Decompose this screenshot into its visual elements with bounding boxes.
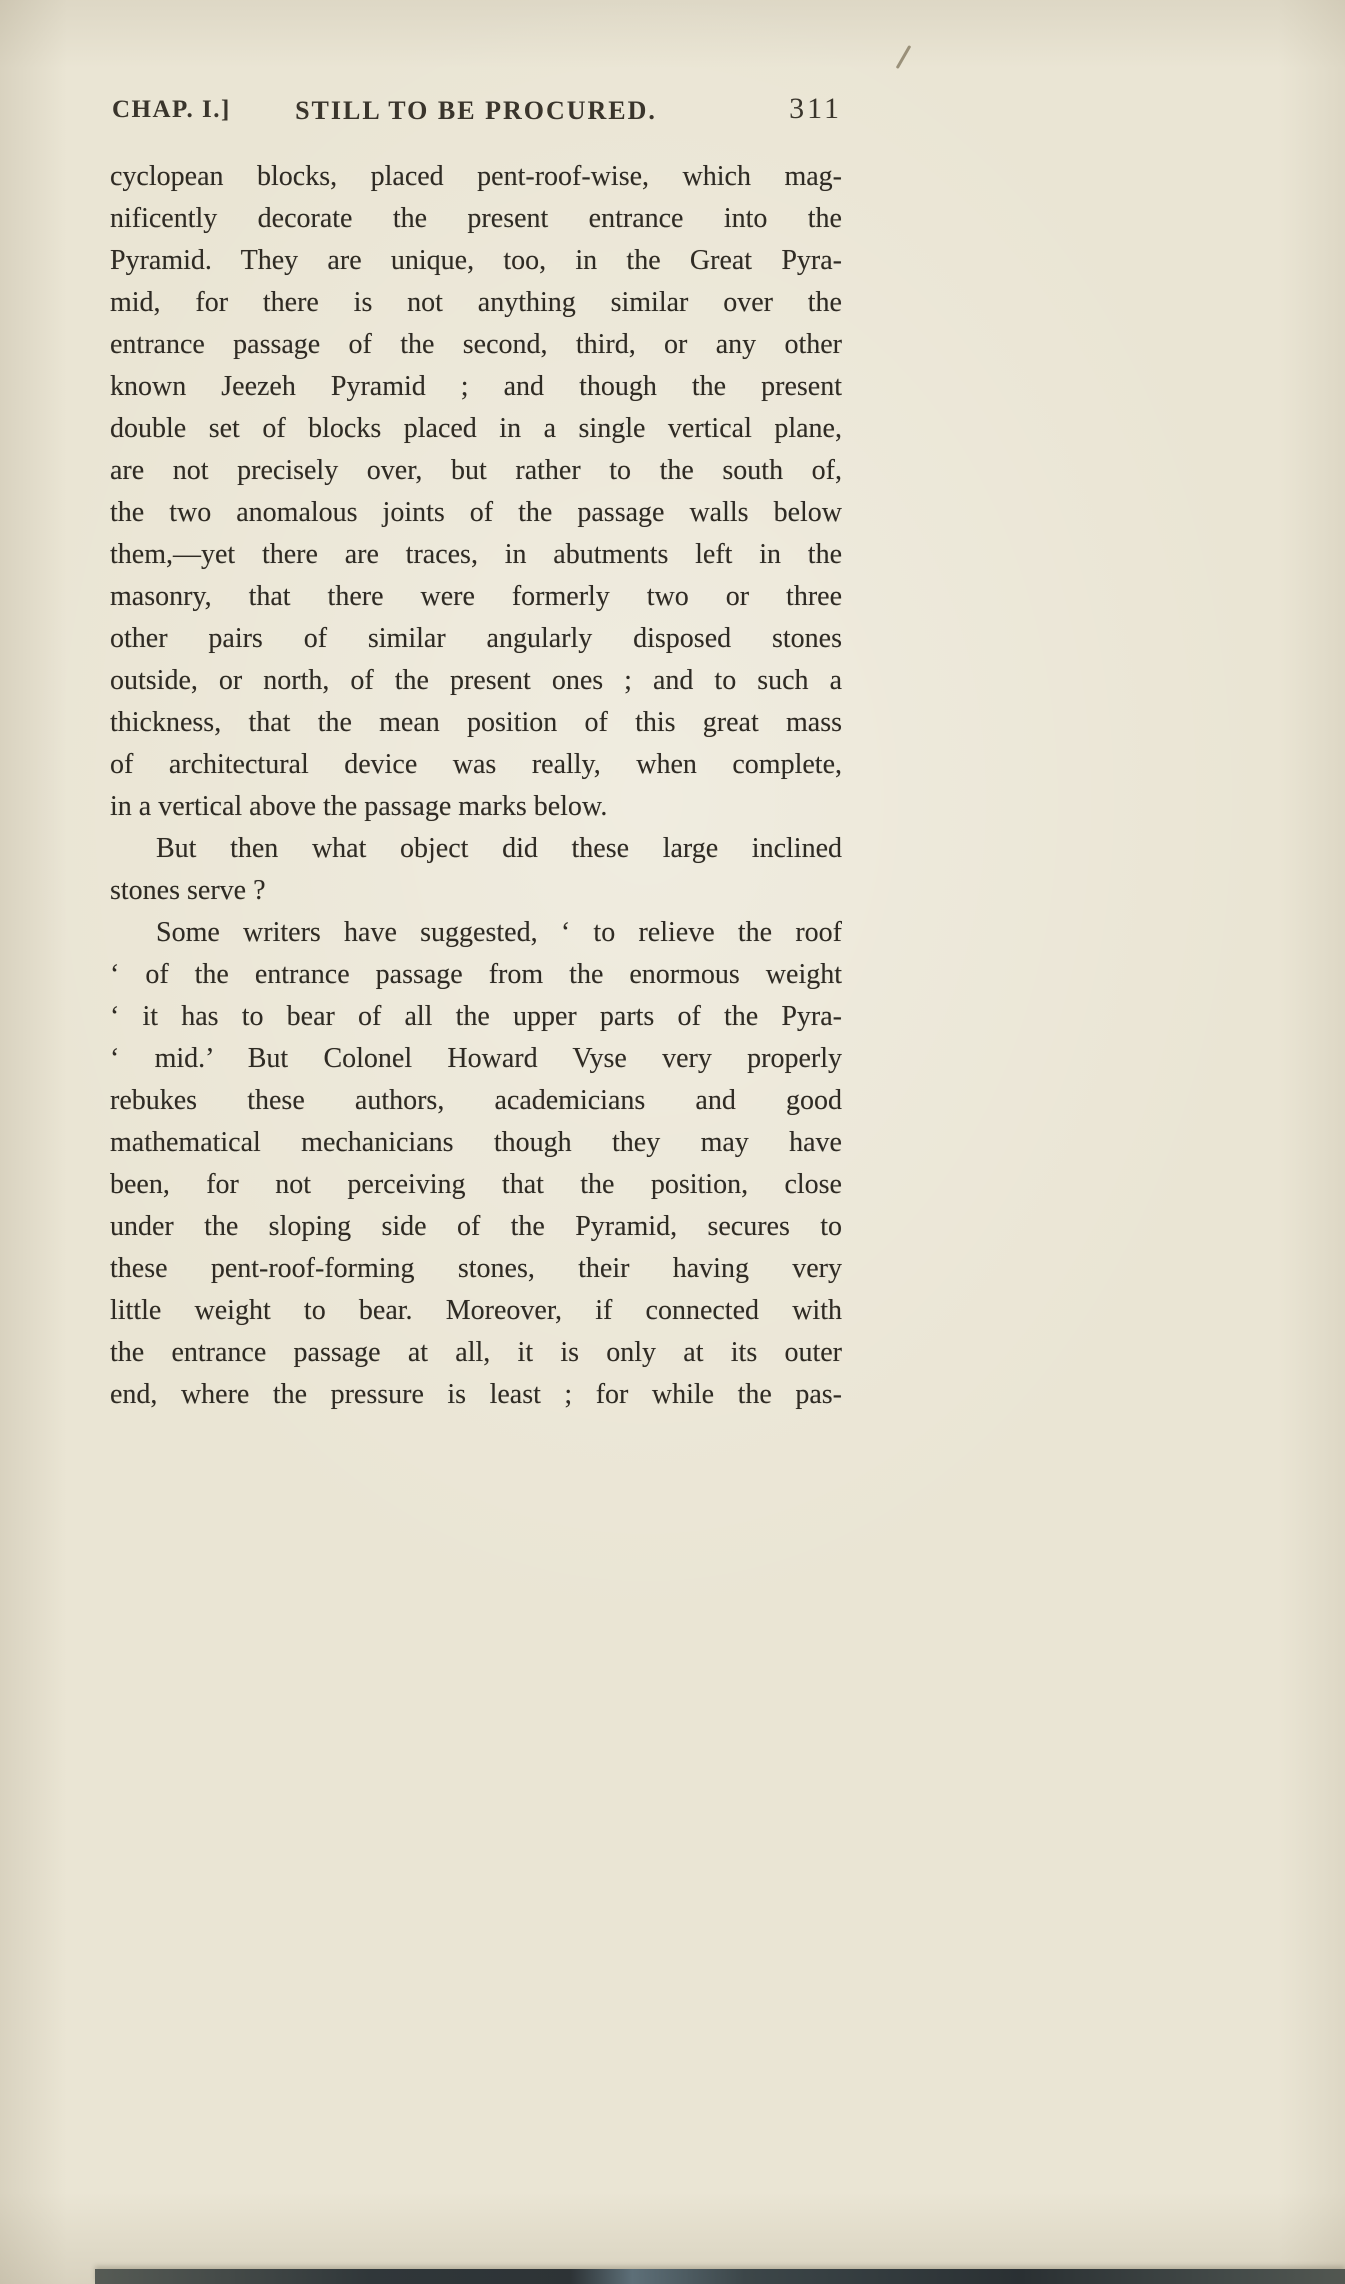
text-line: rebukes these authors, academicians and good bbox=[110, 1085, 842, 1116]
text-line: ‘ it has to bear of all the upper parts of the Pyra- bbox=[110, 1001, 842, 1032]
text-line: been, for not perceiving that the position, close bbox=[110, 1169, 842, 1200]
text-line: the entrance passage at all, it is only at its outer bbox=[110, 1337, 842, 1368]
page-content bbox=[110, 92, 842, 1416]
text-line: of architectural device was really, when complete, bbox=[110, 749, 842, 780]
scan-artifact-mark bbox=[896, 45, 912, 69]
text-line: other pairs of similar angularly disposed stones bbox=[110, 623, 842, 654]
running-title: STILL TO BE PROCURED. bbox=[295, 96, 657, 125]
text-line: Pyramid. They are unique, too, in the Great Pyra- bbox=[110, 245, 842, 276]
text-line: Some writers have suggested, ‘ to relieve the roof bbox=[156, 917, 842, 948]
text-line: are not precisely over, but rather to the south of, bbox=[110, 455, 842, 486]
text-line: end, where the pressure is least ; for while the pas- bbox=[110, 1379, 842, 1410]
text-line: known Jeezeh Pyramid ; and though the present bbox=[110, 371, 842, 402]
text-line: under the sloping side of the Pyramid, secures to bbox=[110, 1211, 842, 1242]
text-line: in a vertical above the passage marks below. bbox=[110, 791, 608, 822]
text-line: little weight to bear. Moreover, if connected with bbox=[110, 1295, 842, 1326]
text-line: ‘ of the entrance passage from the enormous weight bbox=[110, 959, 842, 990]
text-line: them,—yet there are traces, in abutments left in the bbox=[110, 539, 842, 570]
text-line: cyclopean blocks, placed pent-roof-wise, which mag- bbox=[110, 161, 842, 192]
chapter-label: CHAP. I.] bbox=[112, 96, 231, 123]
text-line: thickness, that the mean position of this great mass bbox=[110, 707, 842, 738]
paragraph bbox=[110, 912, 842, 1416]
text-line: the two anomalous joints of the passage walls below bbox=[110, 497, 842, 528]
text-line: nificently decorate the present entrance into the bbox=[110, 203, 842, 234]
paragraph bbox=[110, 156, 842, 828]
text-line: outside, or north, of the present ones ; and to such a bbox=[110, 665, 842, 696]
scan-edge-shadow bbox=[95, 2269, 1345, 2284]
page-number: 311 bbox=[789, 92, 842, 125]
text-line: stones serve ? bbox=[110, 875, 266, 906]
page-body bbox=[110, 156, 842, 1416]
paragraph bbox=[110, 828, 842, 912]
text-line: double set of blocks placed in a single vertical plane, bbox=[110, 413, 842, 444]
text-line: ‘ mid.’ But Colonel Howard Vyse very properly bbox=[110, 1043, 842, 1074]
text-line: mathematical mechanicians though they may have bbox=[110, 1127, 842, 1158]
text-line: But then what object did these large inclined bbox=[156, 833, 842, 864]
text-line: entrance passage of the second, third, or any other bbox=[110, 329, 842, 360]
text-line: masonry, that there were formerly two or three bbox=[110, 581, 842, 612]
text-line: these pent-roof-forming stones, their having very bbox=[110, 1253, 842, 1284]
text-line: mid, for there is not anything similar over the bbox=[110, 287, 842, 318]
running-header bbox=[110, 92, 842, 130]
